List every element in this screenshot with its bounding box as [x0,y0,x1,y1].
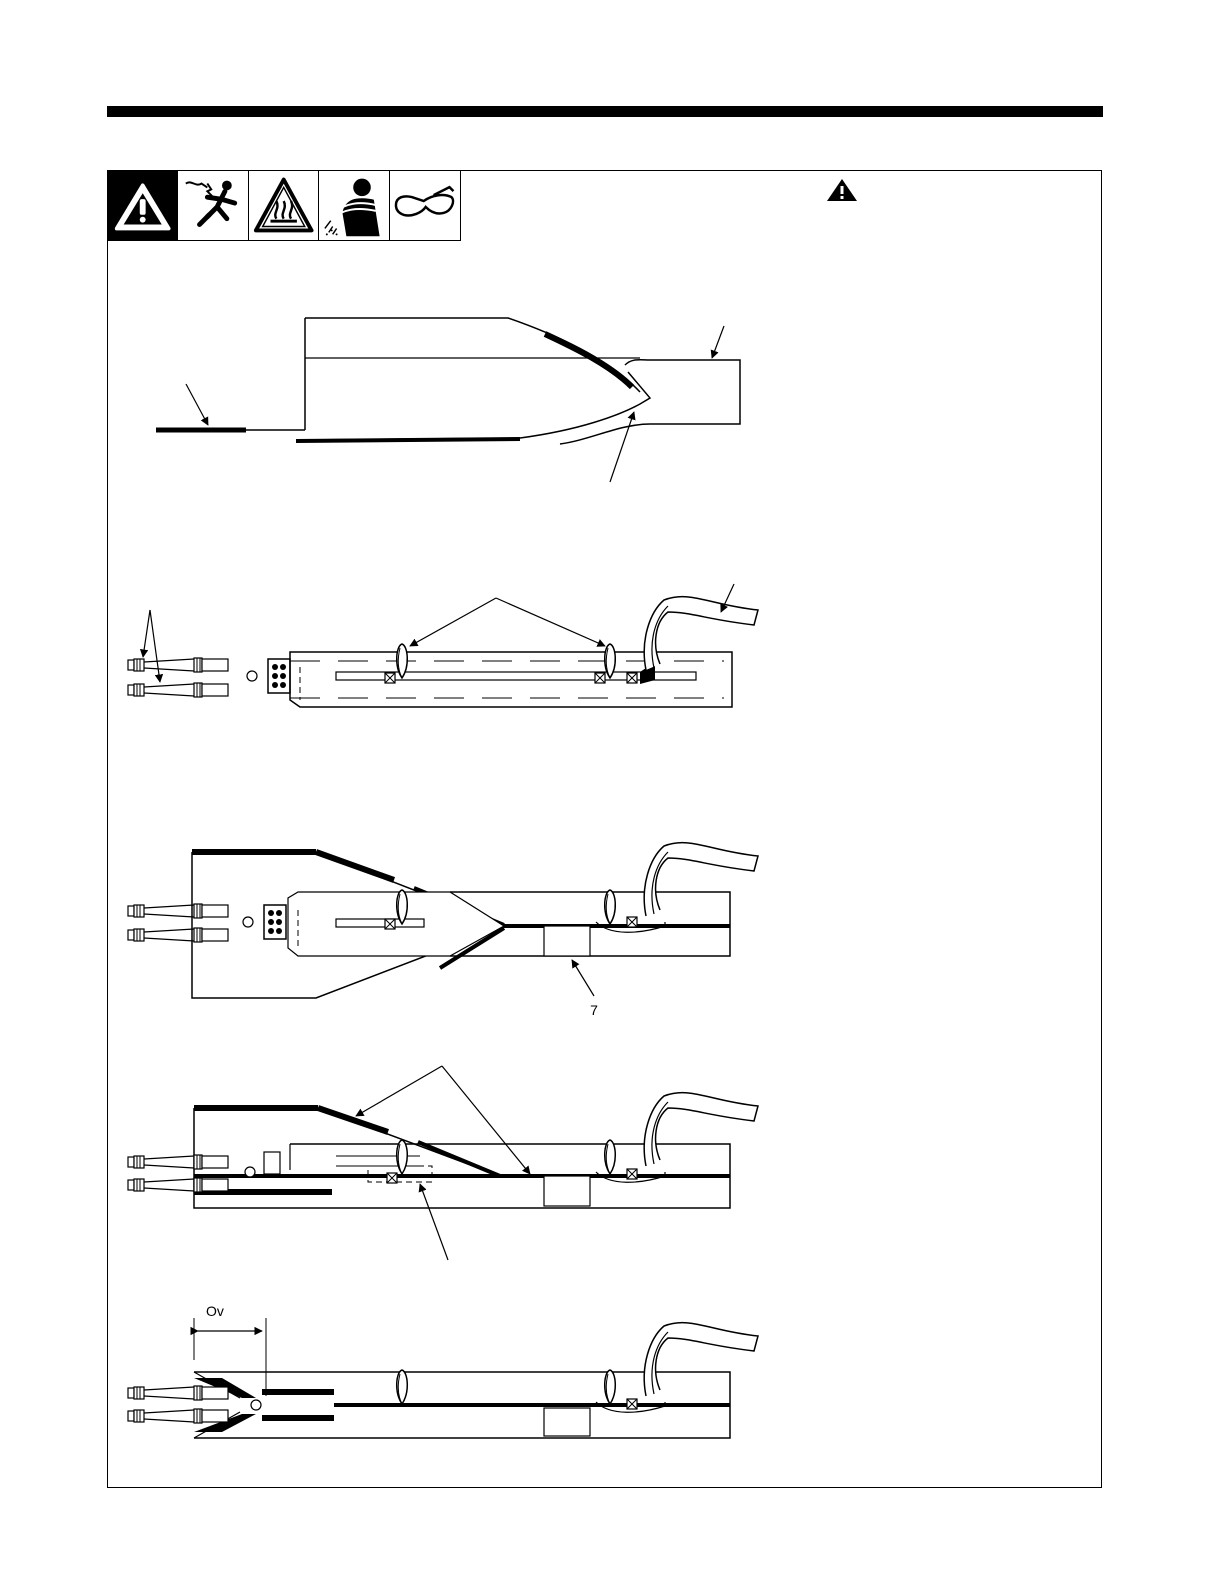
overlap-dimension-label: Ov [206,1303,224,1319]
figure-4 [128,1066,758,1260]
figure-1 [156,318,740,482]
figure-3 [128,843,758,1018]
figure-5 [128,1303,758,1438]
figure-2 [128,584,758,707]
item-callout-7: 7 [590,1002,598,1018]
